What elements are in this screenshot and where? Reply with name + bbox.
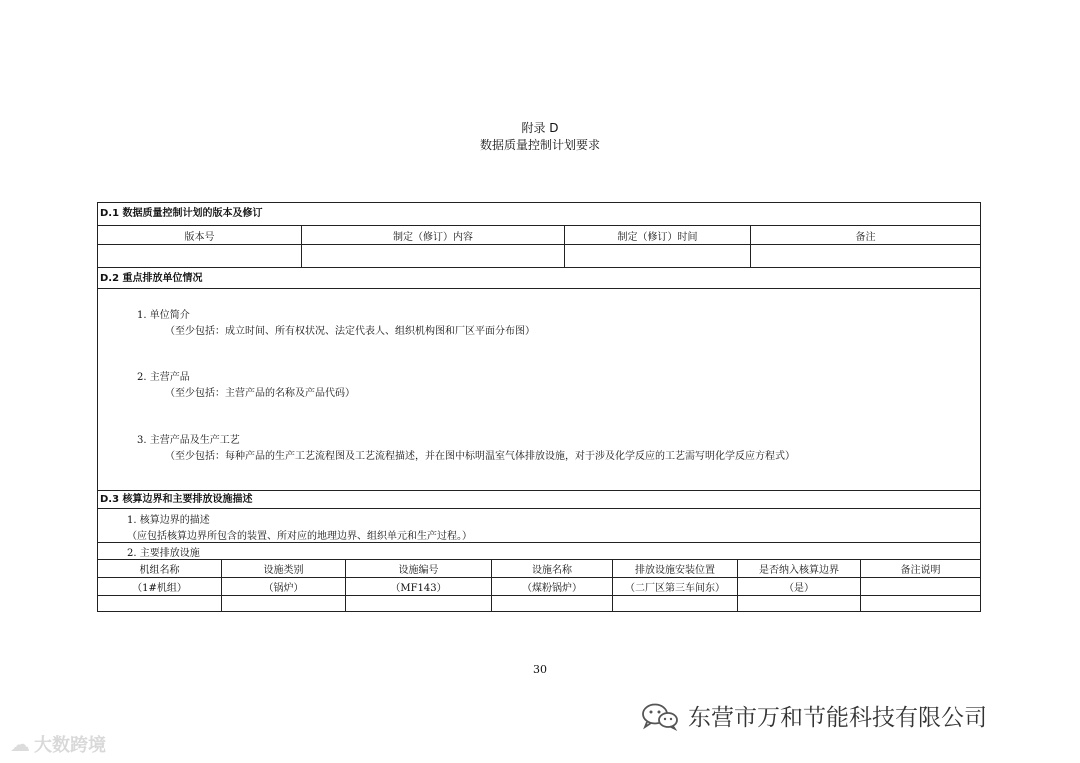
watermark-left (10, 731, 106, 757)
d1-col-version: 版本号 (98, 226, 302, 244)
d2-title: D.2 重点排放单位情况 (100, 273, 203, 284)
d2-item-1-note: （至少包括：成立时间、所有权状况、法定代表人、组织机构图和厂区平面分布图） (165, 326, 535, 337)
d3-example-name[interactable]: （煤粉锅炉） (492, 578, 613, 595)
watermark-right-text: 东营市万和节能科技有限公司 (688, 705, 987, 731)
d3-example-unit[interactable]: （1#机组） (98, 578, 222, 595)
d3-col-notes: 备注说明 (900, 565, 941, 576)
d1-title: D.1 数据质量控制计划的版本及修订 (100, 208, 263, 219)
d3-col-location: 排放设施安装位置 (613, 560, 738, 577)
d3-example-notes[interactable] (861, 578, 980, 595)
d1-section-header (98, 203, 980, 226)
d1-blank-row (98, 245, 980, 268)
d1-header-row (98, 226, 980, 245)
table-row (98, 596, 980, 611)
d3-col-category: 设施类别 (222, 560, 346, 577)
wechat-icon (640, 701, 680, 731)
d1-cell-time[interactable] (565, 245, 751, 267)
d3-blank-notes[interactable] (861, 596, 980, 611)
d3-blank-name[interactable] (492, 596, 613, 611)
d3-facilities-label-row (98, 543, 980, 560)
d1-cell-remarks[interactable] (751, 245, 980, 267)
d3-blank-location[interactable] (613, 596, 738, 611)
d3-col-name: 设施名称 (492, 560, 613, 577)
d3-example-number[interactable]: （MF143） (346, 578, 492, 595)
d3-facilities-label: 2. 主要排放设施 (127, 548, 200, 559)
d3-col-unit: 机组名称 (98, 560, 222, 577)
d2-item-3-label: 3. 主营产品及生产工艺 (137, 435, 240, 446)
page-number: 30 (533, 663, 547, 676)
appendix-label: 附录 D (521, 121, 559, 135)
d3-col-included: 是否纳入核算边界 (738, 560, 861, 577)
d3-blank-unit[interactable] (98, 596, 222, 611)
form-table (97, 202, 981, 612)
d3-example-included[interactable]: （是） (738, 578, 861, 595)
d3-example-location[interactable]: （二厂区第三车间东） (613, 578, 738, 595)
watermark-left-text: 大数跨境 (34, 735, 106, 756)
d3-col-number: 设施编号 (346, 560, 492, 577)
d1-col-time: 制定（修订）时间 (565, 226, 751, 244)
d3-blank-included[interactable] (738, 596, 861, 611)
d3-blank-category[interactable] (222, 596, 346, 611)
d3-section-header (98, 491, 980, 509)
d2-body[interactable] (98, 289, 980, 491)
d1-cell-content[interactable] (302, 245, 565, 267)
page-title: 数据质量控制计划要求 (479, 138, 600, 152)
d1-cell-version[interactable] (98, 245, 302, 267)
d3-title: D.3 核算边界和主要排放设施描述 (100, 494, 253, 505)
d1-col-content: 制定（修订）内容 (302, 226, 565, 244)
watermark-right (640, 699, 987, 732)
table-row (98, 578, 980, 596)
d3-blank-number[interactable] (346, 596, 492, 611)
d3-boundary-label: 1. 核算边界的描述 (127, 515, 210, 526)
d3-example-category[interactable]: （锅炉） (222, 578, 346, 595)
d2-item-1-label: 1. 单位简介 (137, 310, 190, 321)
d3-header-row (98, 560, 980, 578)
brand-logo-icon: ☁ (10, 732, 30, 756)
d2-section-header (98, 268, 980, 289)
d2-item-3-note: （至少包括：每种产品的生产工艺流程图及工艺流程描述，并在图中标明温室气体排放设施，对于涉及化学反应的工艺需写明化学反应方程式） (165, 451, 795, 462)
d2-item-2-note: （至少包括：主营产品的名称及产品代码） (165, 388, 355, 399)
d3-boundary-row[interactable] (98, 509, 980, 543)
d1-col-remarks: 备注 (855, 231, 876, 243)
d3-boundary-note: （应包括核算边界所包含的装置、所对应的地理边界、组织单元和生产过程。） (127, 531, 472, 542)
d2-item-2-label: 2. 主营产品 (137, 372, 190, 383)
